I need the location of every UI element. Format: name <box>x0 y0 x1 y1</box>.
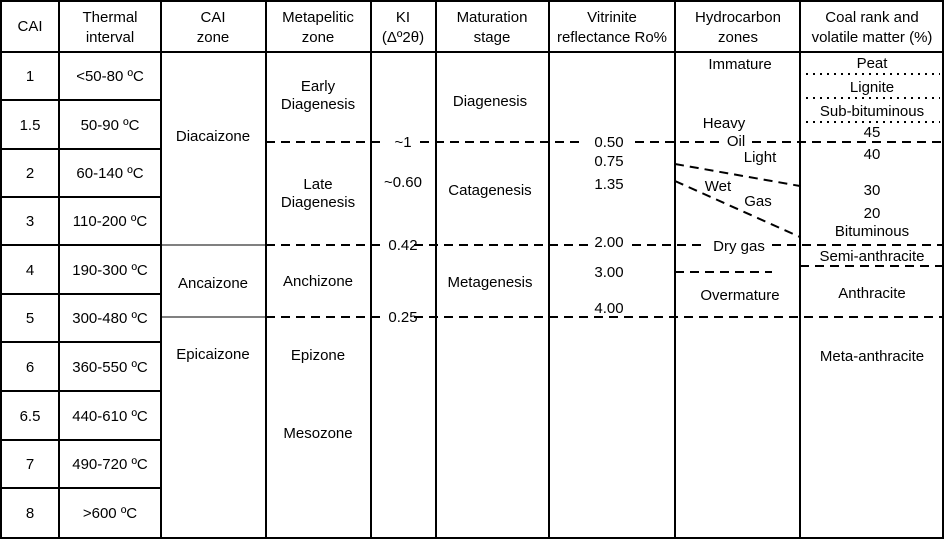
metapelitic-mesozone: Mesozone <box>283 425 353 442</box>
header-caizone-line2: zone <box>196 29 230 46</box>
coal-meta-anthracite: Meta-anthracite <box>819 348 925 365</box>
thermal-value: >600 ºC <box>82 505 138 522</box>
header-coal-line1: Coal rank and <box>825 9 919 26</box>
column-separators <box>59 1 800 538</box>
cai-value: 3 <box>25 213 35 230</box>
header-thermal-line1: Thermal <box>82 9 138 26</box>
header-cai: CAI <box>17 18 43 35</box>
hydrocarbon-dry-gas: Dry gas <box>713 238 765 255</box>
hydrocarbon-gas: Gas <box>744 193 772 210</box>
ki-value-060: ~0.60 <box>384 174 422 191</box>
thermal-value: 300-480 ºC <box>72 310 148 327</box>
hydrocarbon-wet: Wet <box>704 178 732 195</box>
vitrinite-value-400: 4.00 <box>594 300 624 317</box>
thermal-value: 50-90 ºC <box>80 117 140 134</box>
metapelitic-epizone: Epizone <box>290 347 346 364</box>
header-metapelitic-line2: zone <box>301 29 335 46</box>
vitrinite-value-050: 0.50 <box>594 134 624 151</box>
cai-value: 1 <box>25 68 35 85</box>
metapelitic-anchizone: Anchizone <box>282 273 354 290</box>
vitrinite-value-075: 0.75 <box>594 153 624 170</box>
maturation-catagenesis: Catagenesis <box>448 182 532 199</box>
vitrinite-value-135: 1.35 <box>594 176 624 193</box>
metapelitic-early-line1: Early <box>300 78 336 95</box>
header-vitrinite-line1: Vitrinite <box>587 9 637 26</box>
vitrinite-value-200: 2.00 <box>594 234 624 251</box>
header-maturation-line2: stage <box>473 29 511 46</box>
metapelitic-early-line2: Diagenesis <box>280 96 356 113</box>
cai-value: 1.5 <box>19 117 41 134</box>
maturation-diagenesis: Diagenesis <box>452 93 528 110</box>
hydrocarbon-light: Light <box>743 149 777 166</box>
thermal-value: 360-550 ºC <box>72 359 148 376</box>
hydrocarbon-oil: Oil <box>726 133 746 150</box>
cai-value: 6 <box>25 359 35 376</box>
cai-zone-epicaizone: Epicaizone <box>176 346 250 363</box>
header-ki-line2: (Δº2θ) <box>381 29 425 46</box>
coal-bituminous: Bituminous <box>834 223 910 240</box>
wet-gas-boundary-line <box>675 181 800 237</box>
coal-volatile-45: 45 <box>863 124 881 141</box>
maturation-metagenesis: Metagenesis <box>447 274 533 291</box>
hydrocarbon-heavy: Heavy <box>702 115 746 132</box>
header-ki-line1: KI <box>395 9 411 26</box>
vitrinite-value-300: 3.00 <box>594 264 624 281</box>
coal-peat: Peat <box>856 55 888 72</box>
coal-anthracite: Anthracite <box>838 285 906 302</box>
header-caizone-line1: CAI <box>200 9 226 26</box>
header-thermal-line2: interval <box>85 29 135 46</box>
hydrocarbon-immature: Immature <box>708 56 772 73</box>
cai-value: 4 <box>25 262 35 279</box>
cai-value: 2 <box>25 165 35 182</box>
metapelitic-late-line2: Diagenesis <box>280 194 356 211</box>
cai-value: 6.5 <box>19 408 41 425</box>
coal-semi-anthracite: Semi-anthracite <box>819 248 925 265</box>
metapelitic-late-line1: Late <box>303 176 333 193</box>
cai-zone-diacaizone: Diacaizone <box>175 128 251 145</box>
cai-value: 8 <box>25 505 35 522</box>
ki-value-1: ~1 <box>394 134 412 151</box>
header-vitrinite-line2: reflectance Ro% <box>556 29 668 46</box>
thermal-value: 110-200 ºC <box>72 213 148 230</box>
light-wet-boundary-line <box>675 164 800 186</box>
header-coal-line2: volatile matter (%) <box>811 29 933 46</box>
thermal-value: 490-720 ºC <box>72 456 148 473</box>
header-hydrocarbon-line1: Hydrocarbon <box>695 9 781 26</box>
coal-volatile-20: 20 <box>863 205 881 222</box>
cai-zone-ancaizone: Ancaizone <box>177 275 249 292</box>
cai-row-separators <box>1 100 161 488</box>
cai-value: 5 <box>25 310 35 327</box>
thermal-value: 190-300 ºC <box>72 262 148 279</box>
thermal-value: <50-80 ºC <box>76 68 144 85</box>
hydrocarbon-overmature: Overmature <box>700 287 780 304</box>
ki-value-042: 0.42 <box>388 237 418 254</box>
coal-volatile-30: 30 <box>863 182 881 199</box>
coal-lignite: Lignite <box>849 79 895 96</box>
header-hydrocarbon-line2: zones <box>717 29 759 46</box>
header-maturation-line1: Maturation <box>456 9 528 26</box>
cai-value: 7 <box>25 456 35 473</box>
coal-volatile-40: 40 <box>863 146 881 163</box>
thermal-value: 440-610 ºC <box>72 408 148 425</box>
thermal-value: 60-140 ºC <box>76 165 144 182</box>
ki-value-025: 0.25 <box>388 309 418 326</box>
header-metapelitic-line1: Metapelitic <box>282 9 354 26</box>
coal-sub-bituminous: Sub-bituminous <box>819 103 925 120</box>
